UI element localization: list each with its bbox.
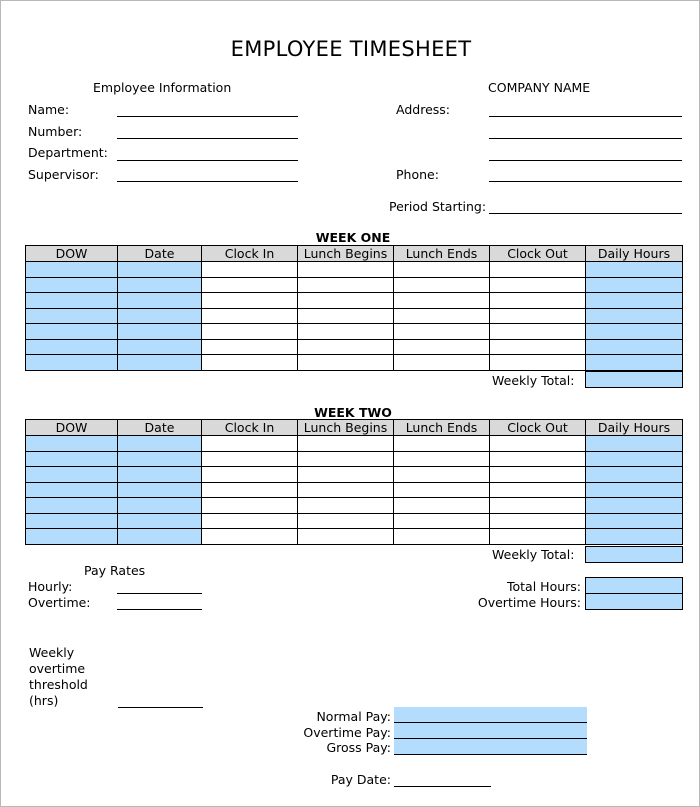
- cell-clock-in[interactable]: [202, 482, 298, 498]
- cell-lunch-begins[interactable]: [298, 339, 394, 355]
- week-two-weekly-total-field[interactable]: [585, 546, 683, 563]
- cell-clock-out[interactable]: [490, 308, 586, 324]
- address-label: Address:: [396, 102, 450, 117]
- overtime-hours-label: Overtime Hours:: [477, 595, 581, 610]
- cell-daily-hours[interactable]: [586, 308, 683, 324]
- cell-clock-out[interactable]: [490, 293, 586, 309]
- overtime-threshold-field[interactable]: [118, 694, 203, 708]
- number-label: Number:: [28, 124, 83, 139]
- hourly-rate-field[interactable]: [117, 580, 202, 594]
- table-row: [26, 308, 683, 324]
- table-row: [26, 262, 683, 278]
- department-label: Department:: [28, 145, 108, 160]
- overtime-pay-label: Overtime Pay:: [303, 725, 391, 740]
- cell-lunch-ends[interactable]: [394, 262, 490, 278]
- threshold-label-line-2: overtime: [29, 661, 86, 676]
- cell-lunch-ends[interactable]: [394, 308, 490, 324]
- cell-clock-out[interactable]: [490, 498, 586, 514]
- cell-daily-hours[interactable]: [586, 451, 683, 467]
- cell-lunch-ends[interactable]: [394, 436, 490, 452]
- table-row: [26, 467, 683, 483]
- overtime-rate-label: Overtime:: [28, 595, 91, 610]
- name-label: Name:: [28, 102, 70, 117]
- table-row: [26, 513, 683, 529]
- cell-lunch-begins[interactable]: [298, 513, 394, 529]
- cell-lunch-ends[interactable]: [394, 467, 490, 483]
- cell-date[interactable]: [118, 498, 202, 514]
- col-header-dow: DOW: [26, 420, 118, 436]
- table-row: [26, 451, 683, 467]
- cell-clock-in[interactable]: [202, 467, 298, 483]
- table-row: [26, 355, 683, 371]
- cell-date[interactable]: [118, 339, 202, 355]
- col-header-lunch-ends: Lunch Ends: [394, 246, 490, 262]
- cell-lunch-ends[interactable]: [394, 293, 490, 309]
- col-header-daily-hours: Daily Hours: [586, 420, 683, 436]
- cell-lunch-ends[interactable]: [394, 339, 490, 355]
- cell-daily-hours[interactable]: [586, 467, 683, 483]
- cell-clock-out[interactable]: [490, 436, 586, 452]
- table-row: [26, 293, 683, 309]
- col-header-date: Date: [118, 246, 202, 262]
- cell-clock-in[interactable]: [202, 355, 298, 371]
- address-field-2[interactable]: [489, 125, 682, 139]
- number-field[interactable]: [117, 125, 298, 139]
- cell-daily-hours[interactable]: [586, 339, 683, 355]
- cell-clock-in[interactable]: [202, 513, 298, 529]
- cell-lunch-ends[interactable]: [394, 451, 490, 467]
- col-header-lunch-begins: Lunch Begins: [298, 420, 394, 436]
- cell-lunch-begins[interactable]: [298, 436, 394, 452]
- cell-lunch-begins[interactable]: [298, 529, 394, 545]
- col-header-dow: DOW: [26, 246, 118, 262]
- cell-dow[interactable]: [26, 308, 118, 324]
- cell-daily-hours[interactable]: [586, 436, 683, 452]
- col-header-lunch-begins: Lunch Begins: [298, 246, 394, 262]
- cell-clock-out[interactable]: [490, 529, 586, 545]
- overtime-pay-field[interactable]: [394, 723, 587, 739]
- cell-date[interactable]: [118, 467, 202, 483]
- week-one-title: WEEK ONE: [315, 230, 391, 245]
- gross-pay-label: Gross Pay:: [326, 740, 391, 755]
- cell-dow[interactable]: [26, 355, 118, 371]
- pay-date-field[interactable]: [394, 773, 491, 787]
- address-field-3[interactable]: [489, 147, 682, 161]
- company-name-heading: COMPANY NAME: [488, 80, 591, 95]
- col-header-date: Date: [118, 420, 202, 436]
- period-starting-label: Period Starting:: [389, 199, 487, 214]
- threshold-label-line-4: (hrs): [29, 693, 59, 708]
- pay-date-label: Pay Date:: [330, 772, 391, 787]
- cell-dow[interactable]: [26, 277, 118, 293]
- week-one-weekly-total-field[interactable]: [585, 371, 683, 388]
- cell-clock-in[interactable]: [202, 498, 298, 514]
- phone-label: Phone:: [396, 167, 439, 182]
- table-row: [26, 339, 683, 355]
- gross-pay-field[interactable]: [394, 739, 587, 755]
- cell-clock-out[interactable]: [490, 277, 586, 293]
- cell-clock-out[interactable]: [490, 355, 586, 371]
- cell-date[interactable]: [118, 482, 202, 498]
- cell-daily-hours[interactable]: [586, 355, 683, 371]
- total-hours-label: Total Hours:: [507, 579, 581, 594]
- cell-daily-hours[interactable]: [586, 498, 683, 514]
- cell-date[interactable]: [118, 262, 202, 278]
- table-header-row: [26, 420, 683, 436]
- threshold-label-line-3: threshold: [29, 677, 88, 692]
- table-row: [26, 436, 683, 452]
- cell-lunch-begins[interactable]: [298, 498, 394, 514]
- cell-clock-out[interactable]: [490, 339, 586, 355]
- cell-lunch-ends[interactable]: [394, 529, 490, 545]
- col-header-daily-hours: Daily Hours: [586, 246, 683, 262]
- cell-dow[interactable]: [26, 262, 118, 278]
- cell-lunch-begins[interactable]: [298, 277, 394, 293]
- cell-dow[interactable]: [26, 498, 118, 514]
- cell-lunch-begins[interactable]: [298, 467, 394, 483]
- cell-daily-hours[interactable]: [586, 262, 683, 278]
- cell-lunch-begins[interactable]: [298, 324, 394, 340]
- pay-rates-heading: Pay Rates: [84, 563, 146, 578]
- cell-lunch-begins[interactable]: [298, 451, 394, 467]
- cell-dow[interactable]: [26, 436, 118, 452]
- cell-lunch-ends[interactable]: [394, 482, 490, 498]
- address-field-1[interactable]: [489, 103, 682, 117]
- cell-date[interactable]: [118, 451, 202, 467]
- cell-daily-hours[interactable]: [586, 293, 683, 309]
- cell-clock-out[interactable]: [490, 482, 586, 498]
- week-one-weekly-total-label: Weekly Total:: [492, 373, 575, 388]
- normal-pay-field[interactable]: [394, 707, 587, 723]
- cell-lunch-ends[interactable]: [394, 498, 490, 514]
- table-row: [26, 277, 683, 293]
- cell-date[interactable]: [118, 513, 202, 529]
- week-two-weekly-total-label: Weekly Total:: [492, 547, 575, 562]
- cell-clock-in[interactable]: [202, 262, 298, 278]
- cell-clock-out[interactable]: [490, 324, 586, 340]
- cell-dow[interactable]: [26, 324, 118, 340]
- table-row: [26, 482, 683, 498]
- table-row: [26, 529, 683, 545]
- cell-daily-hours[interactable]: [586, 513, 683, 529]
- cell-clock-in[interactable]: [202, 451, 298, 467]
- col-header-clock-in: Clock In: [202, 246, 298, 262]
- week-one-table: [25, 245, 683, 371]
- cell-lunch-ends[interactable]: [394, 355, 490, 371]
- cell-date[interactable]: [118, 308, 202, 324]
- overtime-hours-field[interactable]: [585, 593, 683, 610]
- cell-lunch-ends[interactable]: [394, 513, 490, 529]
- threshold-label-line-1: Weekly: [29, 645, 75, 660]
- cell-clock-out[interactable]: [490, 467, 586, 483]
- cell-clock-out[interactable]: [490, 451, 586, 467]
- page-title: EMPLOYEE TIMESHEET: [230, 37, 472, 61]
- cell-lunch-begins[interactable]: [298, 262, 394, 278]
- cell-dow[interactable]: [26, 467, 118, 483]
- cell-clock-in[interactable]: [202, 529, 298, 545]
- week-two-title: WEEK TWO: [314, 405, 392, 420]
- cell-dow[interactable]: [26, 529, 118, 545]
- normal-pay-label: Normal Pay:: [316, 709, 391, 724]
- cell-dow[interactable]: [26, 513, 118, 529]
- cell-clock-in[interactable]: [202, 293, 298, 309]
- cell-clock-in[interactable]: [202, 436, 298, 452]
- cell-date[interactable]: [118, 436, 202, 452]
- cell-date[interactable]: [118, 293, 202, 309]
- table-row: [26, 324, 683, 340]
- col-header-clock-out: Clock Out: [490, 420, 586, 436]
- total-hours-field[interactable]: [585, 577, 683, 594]
- cell-lunch-ends[interactable]: [394, 277, 490, 293]
- cell-dow[interactable]: [26, 482, 118, 498]
- cell-daily-hours[interactable]: [586, 277, 683, 293]
- cell-lunch-begins[interactable]: [298, 293, 394, 309]
- cell-clock-out[interactable]: [490, 262, 586, 278]
- cell-lunch-begins[interactable]: [298, 482, 394, 498]
- cell-daily-hours[interactable]: [586, 482, 683, 498]
- supervisor-label: Supervisor:: [28, 167, 99, 182]
- week-two-table: [25, 419, 683, 545]
- cell-lunch-begins[interactable]: [298, 308, 394, 324]
- col-header-lunch-ends: Lunch Ends: [394, 420, 490, 436]
- cell-clock-in[interactable]: [202, 339, 298, 355]
- cell-clock-out[interactable]: [490, 513, 586, 529]
- hourly-label: Hourly:: [28, 579, 73, 594]
- cell-date[interactable]: [118, 277, 202, 293]
- phone-field[interactable]: [489, 168, 682, 182]
- overtime-rate-field[interactable]: [117, 596, 202, 610]
- cell-date[interactable]: [118, 529, 202, 545]
- table-header-row: [26, 246, 683, 262]
- cell-date[interactable]: [118, 324, 202, 340]
- cell-clock-in[interactable]: [202, 277, 298, 293]
- department-field[interactable]: [117, 147, 298, 161]
- supervisor-field[interactable]: [117, 168, 298, 182]
- col-header-clock-out: Clock Out: [490, 246, 586, 262]
- cell-dow[interactable]: [26, 293, 118, 309]
- cell-date[interactable]: [118, 355, 202, 371]
- cell-clock-in[interactable]: [202, 308, 298, 324]
- name-field[interactable]: [117, 103, 298, 117]
- table-row: [26, 498, 683, 514]
- cell-dow[interactable]: [26, 339, 118, 355]
- cell-clock-in[interactable]: [202, 324, 298, 340]
- cell-daily-hours[interactable]: [586, 529, 683, 545]
- cell-daily-hours[interactable]: [586, 324, 683, 340]
- cell-lunch-ends[interactable]: [394, 324, 490, 340]
- col-header-clock-in: Clock In: [202, 420, 298, 436]
- employee-info-heading: Employee Information: [93, 80, 232, 95]
- cell-dow[interactable]: [26, 451, 118, 467]
- cell-lunch-begins[interactable]: [298, 355, 394, 371]
- period-starting-field[interactable]: [489, 200, 682, 214]
